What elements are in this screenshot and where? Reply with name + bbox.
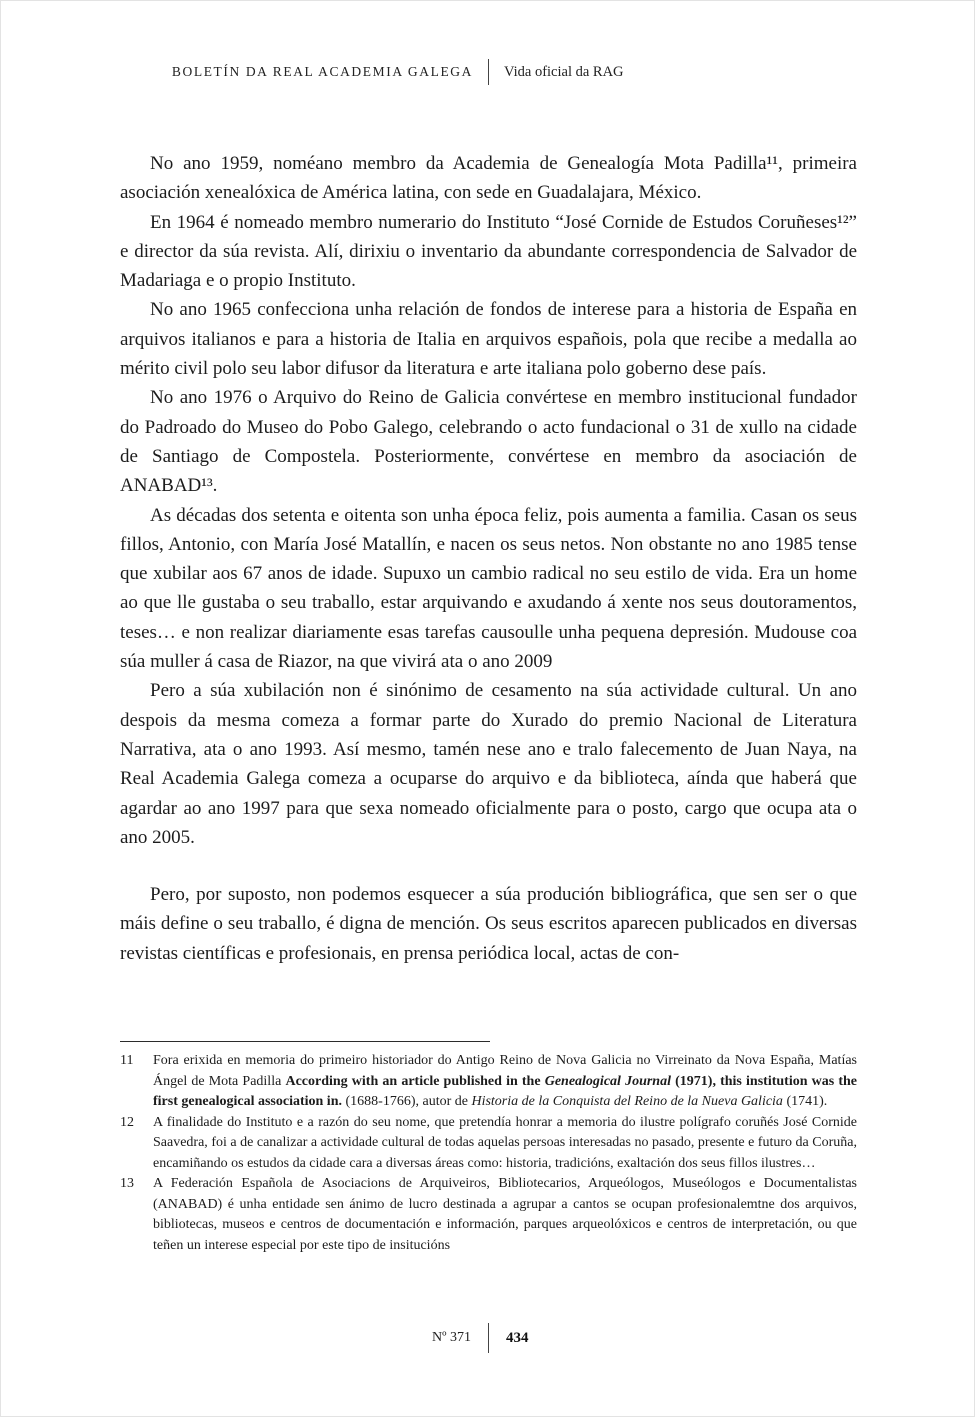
footnote-text [153,1053,857,1109]
paragraph-6: Pero a súa xubilación non é sinónimo de cesamento na súa actividade cultural. Un ano despois da mesma comeza a formar parte do Xurado do premio Nacional de Literatura Narrativa, ata o ano 1993. Así mesmo, tamén nese ano e tralo falecemento de Juan Naya, na Real Academia Galega comeza a ocuparse do arquivo e da biblioteca, aínda que haberá que agardar ao ano 1997 para que sexa nomeado oficialmente para o posto, cargo que ocupa ata o ano 2005. [120,680,857,848]
footnote-number: 11 [120,1053,134,1068]
page-header [120,59,857,85]
footnotes-section [120,1041,857,1256]
footnote-rule [120,1041,490,1042]
footnote-segment-bold: According with an article published in the [285,1073,545,1089]
footnote-13 [120,1174,857,1256]
footnote-segment-bold: (1971), this institution was the first genealogical association in. [153,1073,857,1109]
page-footer [120,1323,857,1353]
footnote-number: 12 [120,1114,134,1130]
footnote-segment: (1741). [782,1094,828,1109]
issue-number: Nº 371 [432,1330,471,1345]
footnote-segment: Fora erixida en memoria do primeiro historiador do Antigo Reino de Nova Galicia no Virreinato da Nova España, Matías Ángel de Mota Padilla [153,1053,857,1089]
footnote-segment-italic: Historia de la Conquista del Reino de la Nueva Galicia [471,1094,783,1109]
article-body [120,149,857,968]
paragraph-3: No ano 1965 confecciona unha relación de fondos de interese para a historia de España en arquivos italianos e para a historia de Italia en arquivos españois, pola que recibe a medalla ao mérito civil polo seu labor difusor da literatura e arte italiana polo goberno dese país. [120,299,857,380]
paragraph-5: As décadas dos setenta e oitenta son unha época feliz, pois aumenta a familia. Casan os seus fillos, Antonio, con María José Matallín, e nacen os seus netos. Non obstante no ano 1985 tense que xubilar aos 67 anos de idade. Supuxo un cambio radical no seu estilo de vida. Era un home ao que lle gustaba o seu traballo, estar arquivando e axudando á xente nos seus doutoramentos, teses… e non realizar diariamente esas tarefas causoulle unha pequena depresión. Mudouse coa súa muller á casa de Riazor, na que vivirá ata o ano 2009 [120,504,857,673]
footnote-12 [120,1113,857,1175]
footnote-number: 13 [120,1176,134,1191]
paragraph-4: No ano 1976 o Arquivo do Reino de Galicia convértese en membro institucional fundador do Padroado do Museo do Pobo Galego, celebrando o acto fundacional o 31 de xullo na cidade de Santiago de Compostela. Posteriormente, convértese en membro da asociación de ANABAD¹³. [120,387,857,497]
page-number: 434 [506,1329,529,1346]
paragraph-2: En 1964 é nomeado membro numerario do Instituto “José Cornide de Estudos Coruñeses¹²” e director da súa revista. Alí, dirixiu o inventario da abundante correspondencia de Salvador de Madariaga e o propio Instituto. [120,211,857,292]
footnote-text: A Federación Española de Asociacions de Arquiveiros, Bibliotecarios, Arqueólogos, Museólogos e Documentalistas (ANABAD) é unha entidade sen ánimo de lucro destinada a agrupar a cantos se ocupan profesionalemtne dos arquivos, bibliotecas, museos e centros de documentación e información, parques arqueolóxicos e centros de interpretación, ou que teñen un interese especial por este tipo de insitucións [153,1176,857,1253]
paragraph-7: Pero, por suposto, non podemos esquecer a súa produción bibliográfica, que sen ser o que máis define o seu traballo, é digna de mención. Os seus escritos aparecen publicados en diversas revistas científicas e profesionais, en prensa periódica local, actas de con- [120,884,857,964]
section-title: Vida oficial da RAG [504,63,624,80]
footnote-segment-bold-italic: Genealogical Journal [544,1073,671,1089]
footnote-11 [120,1051,857,1113]
footnote-segment: (1688-1766), autor de [342,1094,472,1109]
journal-title: BOLETÍN DA REAL ACADEMIA GALEGA [171,64,473,79]
paragraph-1: No ano 1959, noméano membro da Academia de Genealogía Mota Padilla¹¹, primeira asociación xenealóxica de América latina, con sede en Guadalajara, México. [120,153,857,204]
footnote-text: A finalidade do Instituto e a razón do seu nome, que pretendía honrar a memoria do ilustre polígrafo coruñés José Cornide Saavedra, foi a de canalizar a actividade cultural de todas aquelas persoas interesadas no pasado, presente e futuro da Coruña, encamiñando os estudos da cidade cara a diversas áreas como: historia, tradicións, exaltación dos seus fillos ilustres… [153,1114,857,1171]
